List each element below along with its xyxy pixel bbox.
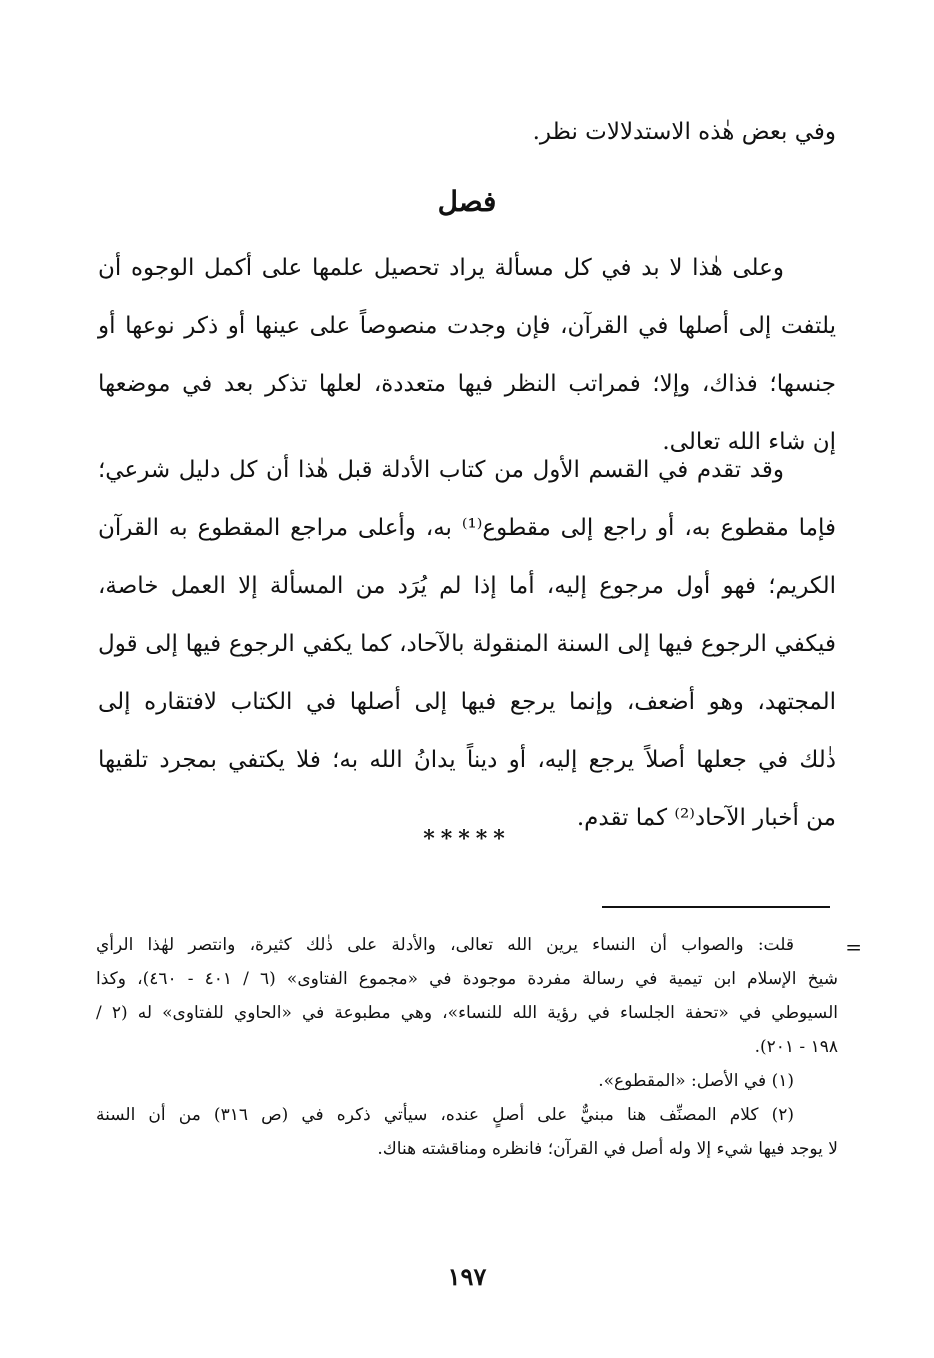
footnote-line: السيوطي في «تحفة الجلساء في رؤية الله للنساء»، وهي مطبوعة في «الحاوي للفتاوى» له (٢ / — [96, 1003, 838, 1023]
paragraph-line: من أخبار الآحاد⁽²⁾ كما تقدم. — [576, 805, 836, 831]
paragraph-line: المجتهد، وهو أضعف، وإنما يرجع فيها إلى أصلها في الكتاب لافتقاره إلى — [98, 689, 836, 715]
opening-line: وفي بعض هٰذه الاستدلالات نظر. — [532, 119, 836, 145]
paragraph-1 — [98, 239, 836, 471]
page-number: ١٩٧ — [447, 1262, 487, 1291]
paragraph-line: فإما مقطوع به، أو راجع إلى مقطوع⁽¹⁾ به، وأعلى مراجع المقطوع به القرآن — [98, 515, 836, 541]
section-heading: فصل — [437, 185, 497, 218]
section-separator: ***** — [423, 826, 511, 852]
paragraph-line: يلتفت إلى أصلها في القرآن، فإن وجدت منصوصاً على عينها أو ذكر نوعها أو — [98, 313, 836, 339]
paragraph-line: جنسها؛ فذاك، وإلا؛ فمراتب النظر فيها متعددة، لعلها تذكر بعد في موضعها — [98, 371, 836, 397]
paragraph-line: فيكفي الرجوع فيها إلى السنة المنقولة بالآحاد، كما يكفي الرجوع فيها إلى قول — [98, 631, 836, 657]
paragraph-2 — [98, 441, 836, 847]
footnote-rule — [602, 906, 830, 908]
paragraph-line: إن شاء الله تعالى. — [662, 429, 836, 455]
paragraph-line: وعلى هٰذا لا بد في كل مسألة يراد تحصيل علمها على أكمل الوجوه أن — [98, 255, 784, 281]
footnote-continuation-mark: = — [845, 935, 862, 959]
footnote-2-line: (٢) كلام المصنِّف هنا مبنيٌّ على أصلٍ عنده، سيأتي ذكره في (ص ٣١٦) من أن السنة — [96, 1105, 795, 1125]
paragraph-line: الكريم؛ فهو أول مرجوع إليه، أما إذا لم يُرَد من المسألة إلا العمل خاصة، — [98, 573, 836, 599]
footnote-line: قلت: والصواب أن النساء يرين الله تعالى، والأدلة على ذٰلك كثيرة، وانتصر لهٰذا الرأي — [96, 935, 794, 955]
footnote-line: شيخ الإسلام ابن تيمية في رسالة مفردة موجودة في «مجموع الفتاوى» (٦ / ٤٠١ - ٤٦٠)، وكذا — [96, 969, 838, 989]
paragraph-line: وقد تقدم في القسم الأول من كتاب الأدلة قبل هٰذا أن كل دليل شرعي؛ — [98, 457, 784, 483]
footnotes — [96, 928, 838, 1166]
footnote-1: (١) في الأصل: «المقطوع». — [598, 1071, 794, 1091]
footnote-line: ١٩٨ - ٢٠١). — [754, 1037, 838, 1057]
footnote-2-line: لا يوجد فيها شيء إلا وله أصل في القرآن؛ فانظره ومناقشته هناك. — [377, 1139, 838, 1159]
paragraph-line: ذٰلك في جعلها أصلاً يرجع إليه، أو ديناً يدانُ الله به؛ فلا يكتفي بمجرد تلقيها — [98, 747, 836, 773]
